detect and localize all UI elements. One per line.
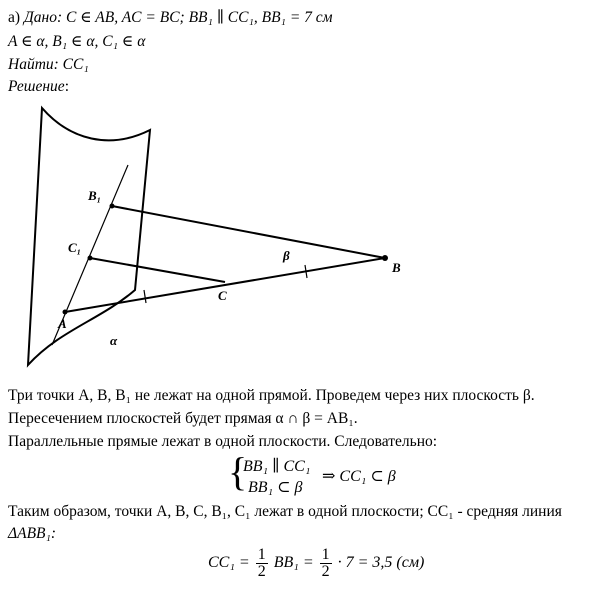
fraction-1 (256, 547, 268, 580)
segment-b1b (112, 206, 385, 258)
solution-line-2: Пересечением плоскостей будет прямая α ∩ β = AB₁. (8, 410, 358, 427)
label-beta: β (283, 248, 290, 263)
find-text: : CC₁ (53, 56, 89, 73)
fraction-2-den: 2 (321, 563, 330, 580)
solution-heading (8, 77, 69, 97)
fraction-1-num: 1 (257, 546, 266, 563)
fraction-2-num: 1 (321, 546, 330, 563)
given-text: : C ∈ AB, AC = BC; BB₁ ∥ CC₁, BB₁ = 7 см (56, 9, 333, 26)
find-line (8, 55, 89, 75)
membership-line: A ∈ α, B₁ ∈ α, C₁ ∈ α (8, 33, 146, 50)
solution-line-5: ΔABB₁: (8, 525, 57, 542)
point-c1 (88, 256, 93, 261)
solution-label: Решение (8, 78, 65, 95)
label-a: A (58, 316, 67, 331)
point-b (382, 255, 388, 261)
label-c: C (218, 288, 227, 303)
final-formula (208, 547, 424, 580)
system-result: ⇒ CC₁ ⊂ β (322, 468, 396, 485)
solution-line-4: Таким образом, точки A, B, C, B₁, C₁ лежат в одной плоскости; CC₁ - средняя линия (8, 503, 562, 520)
segment-c1c (90, 258, 225, 282)
system-top: BB₁ ∥ CC₁ (243, 458, 311, 475)
solution-line-1: Три точки A, B, B₁ не лежат на одной прямой. Проведем через них плоскость β. (8, 387, 535, 404)
system-brace: { (228, 449, 248, 494)
formula-right: · 7 = 3,5 (см) (337, 554, 425, 572)
part-label: а) (8, 9, 21, 26)
tick-ac (144, 290, 146, 303)
given-line (8, 8, 333, 28)
formula-mid: BB₁ = (273, 554, 314, 572)
formula-left: CC₁ = (208, 554, 250, 572)
system-bottom: BB₁ ⊂ β (248, 479, 303, 496)
find-label: Найти (8, 56, 54, 73)
point-a (63, 310, 68, 315)
label-b: B (392, 260, 401, 275)
given-label: Дано (23, 9, 57, 26)
fraction-2 (320, 547, 332, 580)
plane-alpha (28, 108, 150, 365)
label-b1: B₁ (88, 188, 102, 203)
point-b1 (110, 204, 115, 209)
geometry-figure (0, 100, 600, 390)
label-alpha: α (110, 333, 118, 348)
label-c1: C₁ (68, 240, 82, 255)
solution-colon: : (64, 78, 69, 95)
solution-line-3: Параллельные прямые лежат в одной плоскости. Следовательно: (8, 433, 438, 450)
segment-ab (65, 258, 385, 312)
fraction-1-den: 2 (257, 563, 266, 580)
